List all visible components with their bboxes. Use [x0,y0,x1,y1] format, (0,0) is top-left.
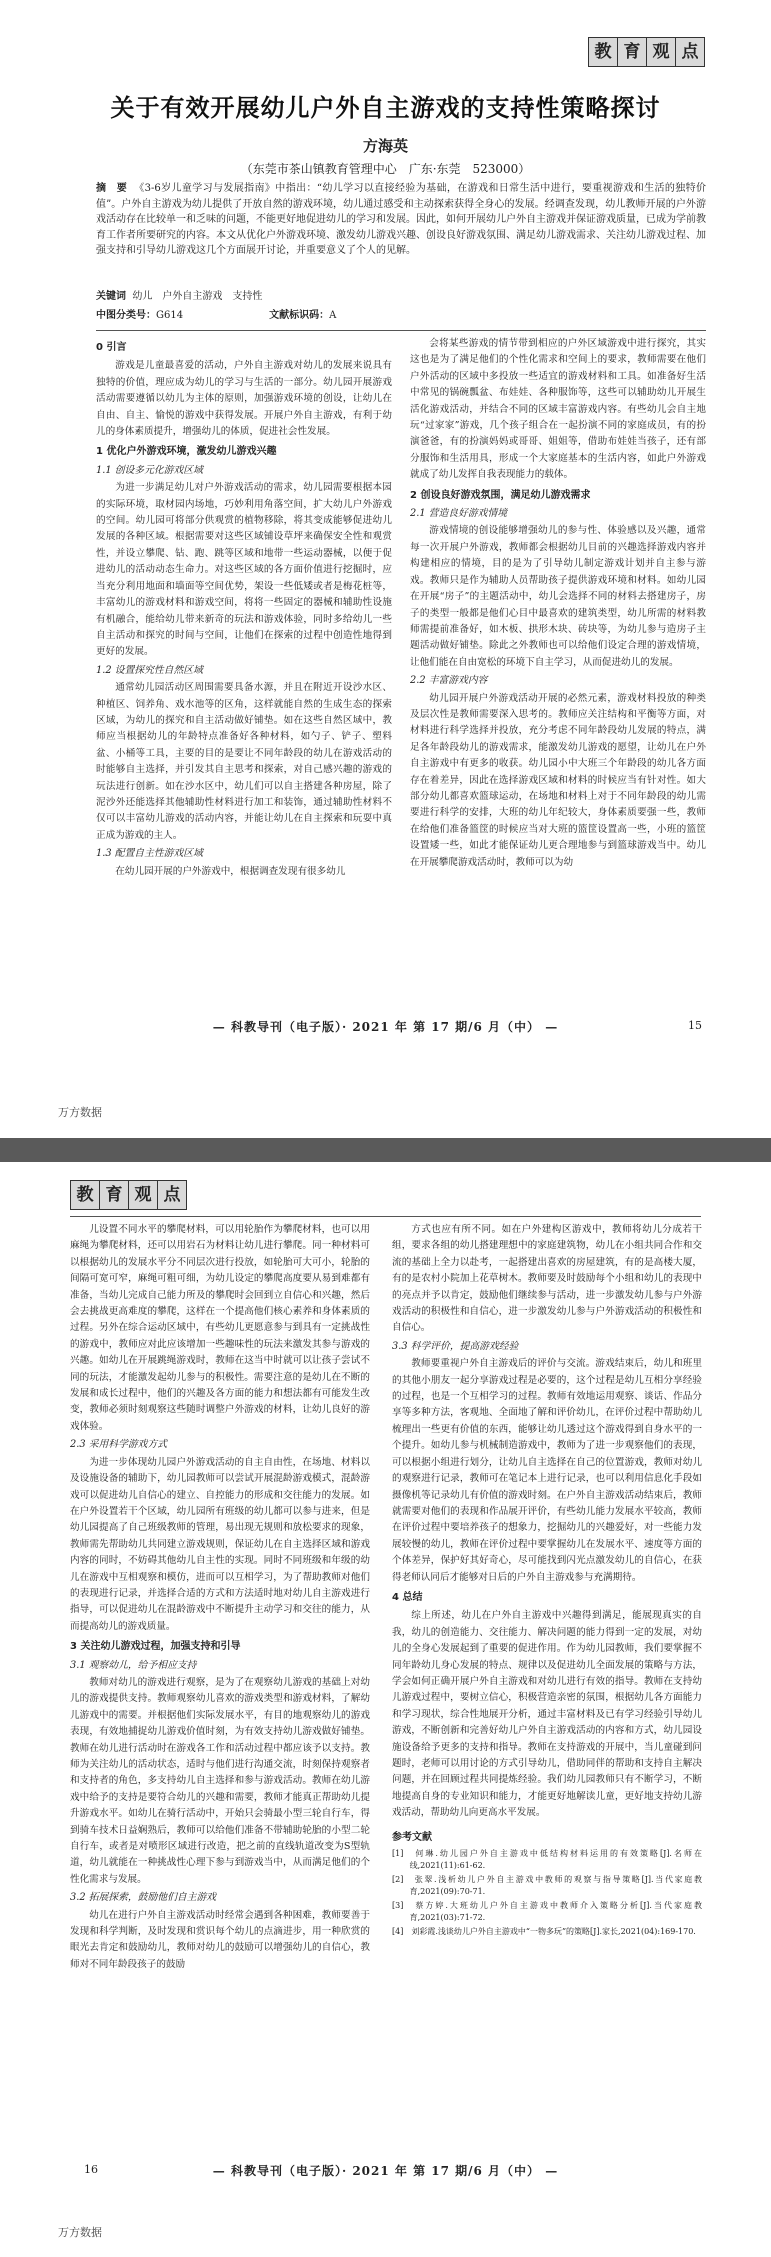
section-heading: 1 优化户外游戏环境，激发幼儿游戏兴趣 [96,446,277,458]
paragraph: 教师要重视户外自主游戏后的评价与交流。游戏结束后，幼儿和班里的其他小朋友一起分享游戏过程是必要的，这个过程是幼儿互相分享经验的过程，也是一个互相学习的过程。教师有效地运用观察、谈话、作品分享等多种方法，客观地、全面地了解和评价幼儿，在评价过程中帮助幼儿梳理出一些更有价值的东西，能够让幼儿透过这个游戏得到自身水平的一个提升。如幼儿参与机械制造游戏中，教师为了进一步观察他们的表现，可以根据小组进行划分，让幼儿自主选择在自己的位置游戏，教师对幼儿的观察进行记录，教师可在笔记本上进行记录，也可以利用信息化手段如摄像机等记录幼儿有价值的游戏时刻。在户外自主游戏活动结束后，教师就需要对他们的表现和作品展开评价，有些幼儿能力发展水平较高，教师在评价过程中要培养孩子的想象力，挖掘幼儿的兴趣爱好，对一些能力发展较慢的幼儿，教师在评价过程中要掌握幼儿在发展水平、速度等方面的个体差异，保护好其好奇心，尽可能找到闪光点激发幼儿的自信心，在获得老师认同后才能够对日后的户外自主游戏参与充满期待。 [392,1358,702,1583]
references-title: 参考文献 [392,1831,432,1843]
paragraph: 在幼儿园开展的户外游戏中，根据调查发现有很多幼儿 [115,865,346,877]
doc-value: A [329,310,337,321]
reference-item: [1] 何琳.幼儿园户外自主游戏中低结构材料运用的有效策略[J].名师在线,2021(11):61-62. [392,1849,702,1871]
abstract-text: 《3-6岁儿童学习与发展指南》中指出：“幼儿学习以直接经验为基础，在游戏和日常生活中进行，要重视游戏和生活的独特价值”。户外自主游戏为幼儿提供了开放自然的游戏环境，幼儿通过感受和主动探索获得全身心的发展。经调查发现，幼儿教师开展的户外游戏活动存在比较单一和乏味的问题，不能更好地促进幼儿的学习和发展。因此，如何开展幼儿户外自主游戏并保证游戏质量，已成为学前教育工作者所要研究的内容。本文从优化户外游戏环境、激发幼儿游戏兴趣、创设良好游戏氛围、满足幼儿游戏需求、关注幼儿游戏过程、加强支持和引导幼儿游戏这几个方面展开讨论，并重要意义了个人的见解。 [96,183,707,256]
abstract-label: 摘 要 [96,183,128,194]
subsection-heading: 2.1 营造良好游戏情境 [410,508,508,520]
paragraph: 综上所述，幼儿在户外自主游戏中兴趣得到满足，能展现真实的自我，幼儿的创造能力、交往能力、解决问题的能力得到一定的发展，对幼儿的全身心发展起到了重要的促进作用。作为幼儿园教师，我们要掌握不同年龄幼儿身心发展的特点、规律以及促进幼儿全面发展的策略与方法，学会如何正确开展户外自主游戏和对幼儿进行有效的指导。教师在支持幼儿游戏过程中，要树立信心，积极营造亲密的氛围，根据幼儿各方面能力和学习现状，综合性地展开分析，通过丰富材料及已有学习经验引导幼儿游戏，不断创新和完善好幼儿户外自主游戏活动的内容和方式，幼儿园设施设备给予更多的支持和指导。教师在支持游戏的开展中，当儿童碰到问题时，老师可以用讨论的方式引导幼儿，借助同伴的帮助和支持自主解决问题，并在回顾过程共同提炼经验。我们幼儿园教师只有不断学习，不断地提高自身的专业知识和能力，才能更好地解读儿童，更好地支持幼儿游戏活动，帮助幼儿向更高水平发展。 [392,1610,702,1819]
keywords-text: 幼儿 户外自主游戏 支持性 [132,291,263,302]
paragraph: 幼儿园开展户外游戏活动开展的必然元素，游戏材料投放的种类及层次性是教师需要深入思考的。教师应关注结构和平衡等方面，对材料进行科学选择并投放，充分考虑不同年龄段幼儿发展的特点，满足各年龄段幼儿的游戏需求，能激发幼儿游戏的愿望，让幼儿在户外自主游戏中有更多的收获。幼儿园小中大班三个年龄段的幼儿各方面存在着差异，因此在选择游戏区域和材料的时候应当有针对性。如大部分幼儿都喜欢篮球运动，在场地和材料上对于不同年龄段的幼儿需要进行科学的安排，大班的幼儿年纪较大，身体素质要强一些，教师在给他们准备篮筐的时候应当对大班的篮筐设置高一些，小班的篮筐设置矮一些，如此才能保证幼儿更合理地参与到篮球游戏当中。幼儿在开展攀爬游戏活动时，教师可以为幼 [410,692,706,868]
subsection-heading: 2.3 采用科学游戏方式 [70,1439,168,1451]
tag-char: 点 [675,38,704,66]
tag-char: 点 [157,1181,186,1209]
page-2 [0,1162,771,2257]
keywords-label: 关键词 [96,291,126,302]
paragraph: 通常幼儿园活动区周围需要具备水源，并且在附近开设沙水区、种植区、饲养角、戏水池等的区角，这样就能自然的生成生态的探索区域，为幼儿的探究和自主活动做好铺垫。如在这些自然区域中，教师应当根据幼儿的年龄特点准备好各种材料，如勺子、铲子、塑料盆、小桶等工具，主要的目的是要让不同年龄段的幼儿在游戏活动的时能够自主选择，并引发其自主思考和探索，对自己感兴趣的游戏的玩法进行创新。如在沙水区中，幼儿们可以自主搭建各种房屋，除了泥沙外还能选择其他辅助性材料进行加工和装饰，通过辅助性材料不仅可以丰富幼儿游戏的活动内容，并能让幼儿在自主探索和玩耍中真正成为游戏的主人。 [96,682,392,841]
subsection-heading: 3.2 拓展探索，鼓励他们自主游戏 [70,1892,217,1904]
section-tag [70,1180,187,1210]
reference-item: [2] 张翠.浅析幼儿户外自主游戏中教师的观察与指导策略[J].当代家庭教育,2021(09):70-71. [392,1875,702,1897]
source-watermark: 万方数据 [58,2226,102,2239]
classification [96,308,706,323]
subsection-heading: 2.2 丰富游戏内容 [410,675,488,687]
paragraph: 儿设置不同水平的攀爬材料，可以用轮胎作为攀爬材料，也可以用麻绳为攀爬材料，还可以用岩石为材料让幼儿进行攀爬。同一种材料可以根据幼儿的发展水平分不同层次进行投放，如轮胎可大可小，轮胎的间隔可宽可窄，麻绳可粗可细，为幼儿设定的攀爬高度要从易到难都有准备，当幼儿完成自己能力所及的攀爬时会回到立自信心和兴趣，然后会去挑战更高难度的攀爬，这样在一个提高他们核心素养和身体素质的过程。另外在综合运动区域中，有些幼儿更愿意参与到具有一定挑战性的游戏中，教师应对此应该增加一些趣味性的玩法来激发其参与游戏的兴趣。如幼儿在开展跳绳游戏时，教师在这当中时就可以让孩子尝试不同的玩法，才能激发起幼儿参与的积极性。需要注意的是幼儿在不断的发展和成长过程中，他们的兴趣及各方面的能力和想法都有可能发生改变，教师必须时刻观察这些随时调整户外游戏的材料，让幼儿良好的游戏体验。 [70,1224,370,1432]
clc-label: 中图分类号： [96,310,156,321]
source-watermark: 万方数据 [58,1106,102,1119]
divider [96,330,706,331]
subsection-heading: 3.1 观察幼儿，给予相应支持 [70,1659,197,1671]
doc-label: 文献标识码： [269,310,330,321]
paragraph: 幼儿在进行户外自主游戏活动时经常会遇到各种困难，教师要善于发现和科学判断，及时发现和赏识每个幼儿的点滴进步，用一种欣赏的眼光去肯定和鼓励幼儿，教师对幼儿的鼓励可以增强幼儿的自信心，教师对不同年龄段孩子的鼓励 [70,1909,370,1970]
tag-char: 育 [99,1181,128,1209]
left-column [70,1222,370,2157]
paragraph: 游戏情境的创设能够增强幼儿的参与性、体验感以及兴趣，通常每一次开展户外游戏，教师都会根据幼儿目前的兴趣选择游戏内容并构建相应的情境，目的是为了引导幼儿制定游戏计划并自主参与游戏。教师只是作为辅助人员帮助孩子提供游戏环境和材料。如幼儿园在开展“房子”的主题活动中，幼儿会选择不同的材料去搭建房子，房子的类型一般都是他们心目中最喜欢的建筑类型，幼儿所需的材料教师需提前准备好，如木板、拱形木块、砖块等，为幼儿参与造房子主题活动做好铺垫。除此之外教师也可以给他们设定合理的游戏情境，让他们能在自由宽松的环境下自主学习，从而促进幼儿的发展。 [410,525,706,668]
section-heading: 4 总结 [392,1591,423,1603]
keywords [96,289,706,304]
abstract [96,181,706,259]
tag-char: 教 [594,42,612,62]
tag-char: 观 [128,1181,157,1209]
subsection-heading: 1.2 设置探究性自然区域 [96,664,203,676]
references-list [392,1848,702,1938]
subsection-heading: 1.1 创设多元化游戏区域 [96,464,203,476]
section-heading: 0 引言 [96,342,127,353]
tag-char: 观 [646,38,675,66]
divider [70,1216,701,1217]
page-gap [0,1138,771,1162]
paragraph: 教师对幼儿的游戏进行观察，是为了在观察幼儿游戏的基础上对幼儿的游戏提供支持。教师观察幼儿喜欢的游戏类型和游戏材料，了解幼儿游戏中的需要。并根据他们实际发展水平，有目的地观察幼儿的游戏表现，有效地捕捉幼儿游戏价值时刻，为有效支持幼儿游戏做好铺垫。教师在幼儿进行活动时在游戏各工作和活动过程中都应该予以支持。教师为关注幼儿的活动状态，适时与他们进行沟通交流，时刻保持观察者和支持者的角色，多支持幼儿自主选择和参与游戏活动。教师在幼儿游戏中给予的支持是要符合幼儿的兴趣和需要，教师才能真正帮助幼儿提升游戏水平。如幼儿在骑行活动中，开始只会骑最小型三轮自行车，得到骑车技术日益娴熟后，教师可以给他们准备不带辅助轮胎的小型二轮自行车，或者是对喷形区域进行改造，把之前的直线轨道改变为S型轨道，幼儿就能在一种挑战性心理下参与到游戏当中，从而满足他们的个性化需求与发展。 [70,1676,370,1885]
section-heading: 2 创设良好游戏氛围，满足幼儿游戏需求 [410,489,591,501]
page-number: 16 [84,2163,98,2176]
subsection-heading: 3.3 科学评价，提高游戏经验 [392,1340,519,1352]
reference-item: [4] 刘彩霞.浅谈幼儿户外自主游戏中“一物多玩”的策略[J].家长,2021(04):169-170. [392,1927,696,1937]
tag-char: 教 [76,1185,94,1205]
author-affiliation: （东莞市茶山镇教育管理中心 广东·东莞 523000） [240,162,531,176]
section-tag [588,37,705,67]
journal-footer: — 科教导刊（电子版）· 2021 年 第 17 期/6 月（中） — [212,2164,559,2178]
right-column [392,1222,702,2157]
section-heading: 3 关注幼儿游戏过程，加强支持和引导 [70,1641,241,1653]
paragraph: 游戏是儿童最喜爱的活动，户外自主游戏对幼儿的发展来说具有独特的价值，理应成为幼儿的学习与生活的一部分。幼儿园开展游戏活动需要遵循以幼儿为主体的原则，加强游戏环境的创设，让幼儿在自由、自主、愉悦的游戏中获得发展。开展户外自主游戏，有利于幼儿的身体素质提升，增强幼儿的体质，促进社会性发展。 [96,360,392,438]
right-column [410,336,706,1008]
page-number: 15 [688,1019,702,1032]
paragraph: 为进一步满足幼儿对户外游戏活动的需求，幼儿园需要根据本园的实际环境，取材园内场地，巧妙利用角落空间，扩大幼儿户外游戏的空间。幼儿园可将部分供观赏的植物移除，将其变成能够促进幼儿发展的各种区域。根据需要对这些区域铺设草坪来确保安全性和观赏性，并设立攀爬、钻、跑、跳等区域和地带一些运动器械，以便于促进幼儿的活动动态生命力。对这些区域的各方面价值进行挖掘时，应当充分利用地面和墙面等空间优势，架设一些低矮或者是梅花桩等，丰富幼儿的游戏材料和游戏空间，将将一些固定的器械和辅助性设施有机融合，能给幼儿带来新奇的玩法和游戏体验，同时多给幼儿一些自主活动和探究的时间与空间，让他们在探索的过程中创造性地得到更好的发展。 [96,482,392,658]
left-column [96,336,392,1008]
subsection-heading: 1.3 配置自主性游戏区域 [96,848,203,860]
tag-char: 育 [617,38,646,66]
paragraph: 会将某些游戏的情节带到相应的户外区域游戏中进行探究，其实这也是为了满足他们的个性化需求和空间上的要求，教师需要在他们户外活动的区域中多投放一些适宜的游戏材料和工具。如准备好生活中常见的锅碗瓢盆、布娃娃、各种服饰等，这些可以辅助幼儿开展生活化游戏活动，并结合不同的区域丰富游戏内容。有些幼儿会自主地玩“过家家”游戏，几个孩子组合在一起扮演不同的家庭成员，有的扮演爸爸，有的扮演妈妈或哥哥、姐姐等，借助布娃娃当孩子，还有部分服饰和生活用具，形成一个大家庭基本的生活内容，如此户外游戏就成了幼儿发挥自我表现能力的载体。 [410,338,706,481]
paragraph: 方式也应有所不同。如在户外建构区游戏中，教师将幼儿分成若干组，要求各组的幼儿搭建理想中的家庭建筑物，幼儿在小组共同合作和交流的基础上全力以赴考，一起搭建出喜欢的房屋建筑，有的是高楼大厦，有的是农村小院加上花草树木。教师要及时鼓励每个小组和幼儿的表现中的亮点并予以肯定，鼓励他们继续参与活动，进一步激发幼儿参与户外游戏活动的积极性和自信心，进一步激发幼儿参与户外游戏活动的积极性和自信心。 [392,1224,702,1334]
article-title: 关于有效开展幼儿户外自主游戏的支持性策略探讨 [110,94,661,122]
paragraph: 为进一步体现幼儿园户外游戏活动的自主自由性，在场地、材料以及设施设备的辅助下，幼儿园教师可以尝试开展混龄游戏模式，混龄游戏可以促进幼儿自信心的建立、自控能力的形成和交往能力的发展。如在户外设置若干个区域，幼儿园所有班级的幼儿都可以参与进来，但是幼儿园提高了自己班级教师的管理，易出现无规则和放松要求的现象，教师需先帮助幼儿共同建立游戏规则，保证幼儿在自主选择区域和游戏内容的同时，不妨碍其他幼儿自主性的实现。同时不同班级和年级的幼儿在游戏中互相观察和模仿，进而可以互相学习，为了帮助教师对他们的表现进行记录，并选择合适的方式和方法适时地对幼儿自主游戏进行指导，可以促进幼儿在混龄游戏中不断提升主动学习和交往的能力，从而提高幼儿的游戏质量。 [70,1456,370,1632]
author-name: 方海英 [362,137,408,155]
reference-item: [3] 蔡方婷.大班幼儿户外自主游戏中教师介入策略分析[J].当代家庭教育,2021(03):71-72. [392,1901,702,1923]
clc-value: G614 [156,310,184,321]
journal-footer: — 科教导刊（电子版）· 2021 年 第 17 期/6 月（中） — [212,1020,559,1034]
